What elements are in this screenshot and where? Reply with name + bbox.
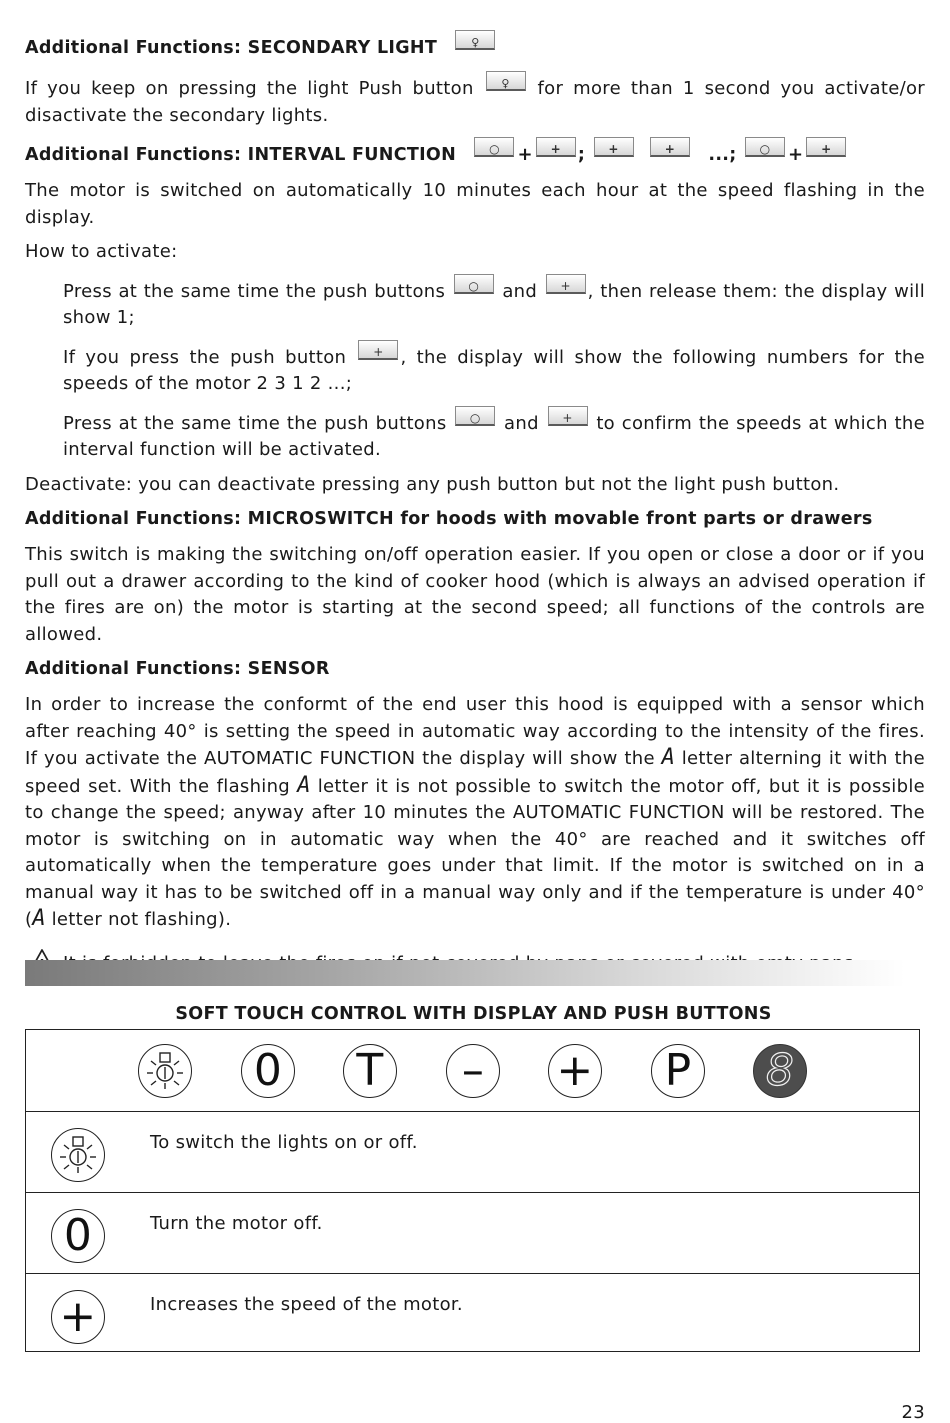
plus-key-icon: +	[806, 137, 846, 157]
legend-row-light	[26, 1112, 919, 1193]
display-digit: 8	[765, 1045, 795, 1096]
secondary-light-text: If you keep on pressing the light Push button ♀ for more than 1 second you activate/or disactivate the secondary lights.	[25, 71, 925, 129]
plus-button-symbol: +	[51, 1290, 105, 1344]
light-key-icon: ♀	[455, 30, 495, 50]
interval-deactivate: Deactivate: you can deactivate pressing any push button but not the light push button.	[25, 473, 840, 495]
legend-description: Increases the speed of the motor.	[150, 1294, 463, 1315]
program-button: P	[651, 1044, 705, 1098]
off-button-symbol: 0	[51, 1209, 105, 1263]
legend-description: To switch the lights on or off.	[150, 1132, 418, 1153]
microswitch-text: This switch is making the switching on/off operation easier. If you open or close a door or if you pull out a drawer according to the kind of cooker hood (which is always an advised operation if the fires are on) the motor is starting at the second speed; all functions of the controls are allowed.	[25, 544, 925, 645]
zero-key-icon: ○	[474, 137, 514, 157]
sensor-text: In order to increase the conformt of the end user this hood is equipped with a sensor which after reaching 40° is setting the speed in automatic way according to the intensity of the fires. If you activate the AUTOMATIC FUNCTION the display will show the A letter alterning it with the speed set. With the flashing A letter it is not possible to switch the motor off, but it is possible to change the speed; anyway after 10 minutes the AUTOMATIC FUNCTION will be restored. The motor is switching on in automatic way when the 40° are reached and it switches off automatically when the temperature goes under that limit. If the motor is switched on in a manual way it has to be switched off in a manual way only and if the temperature is under 40° (A letter not flashing).	[25, 694, 925, 931]
interval-step-3: Press at the same time the push buttons ○ and + to confirm the speeds at which the interval function will be activated.	[63, 406, 925, 464]
page-number: 23	[901, 1402, 925, 1423]
light-bulb-icon	[56, 1133, 100, 1177]
display-indicator	[753, 1044, 807, 1098]
interval-step-1: Press at the same time the push buttons ○ and + , then release them: the display will show 1;	[63, 274, 925, 332]
light-button-symbol	[51, 1128, 105, 1182]
plus-key-icon: +	[358, 340, 398, 360]
microswitch-heading: Additional Functions: MICROSWITCH for hoods with movable front parts or drawers	[25, 509, 873, 529]
off-button: 0	[241, 1044, 295, 1098]
plus-button: +	[548, 1044, 602, 1098]
plus-key-icon: +	[650, 137, 690, 157]
interval-heading: Additional Functions: INTERVAL FUNCTION ○ + + ; + + ...; ○ + +	[25, 137, 925, 168]
legend-row-off	[26, 1193, 919, 1274]
plus-key-icon: +	[548, 406, 588, 426]
zero-key-icon: ○	[454, 274, 494, 294]
control-panel-table	[25, 1029, 920, 1352]
secondary-light-heading: Additional Functions: SECONDARY LIGHT ♀	[25, 30, 925, 61]
zero-key-icon: ○	[455, 406, 495, 426]
plus-key-icon: +	[546, 274, 586, 294]
light-bulb-icon	[143, 1049, 187, 1093]
light-key-icon: ♀	[486, 71, 526, 91]
sensor-heading: Additional Functions: SENSOR	[25, 659, 330, 679]
interval-description: The motor is switched on automatically 10 minutes each hour at the speed flashing in the display.	[25, 180, 925, 228]
legend-row-plus	[26, 1274, 919, 1352]
how-to-activate: How to activate:	[25, 241, 178, 262]
display-a-glyph: A	[32, 906, 46, 931]
display-a-glyph: A	[661, 745, 675, 770]
light-button	[138, 1044, 192, 1098]
section-divider-bar	[25, 960, 905, 986]
plus-key-icon: +	[536, 137, 576, 157]
interval-step-2: If you press the push button + , the display will show the following numbers for the speeds of the motor 2 3 1 2 ...;	[63, 340, 925, 398]
display-a-glyph: A	[297, 772, 311, 798]
panel-title: SOFT TOUCH CONTROL WITH DISPLAY AND PUSH BUTTONS	[175, 1004, 772, 1024]
plus-key-icon: +	[594, 137, 634, 157]
timer-button: T	[343, 1044, 397, 1098]
minus-button: –	[446, 1044, 500, 1098]
zero-key-icon: ○	[745, 137, 785, 157]
legend-description: Turn the motor off.	[150, 1213, 323, 1234]
button-row	[26, 1030, 919, 1112]
manual-page	[25, 30, 925, 980]
